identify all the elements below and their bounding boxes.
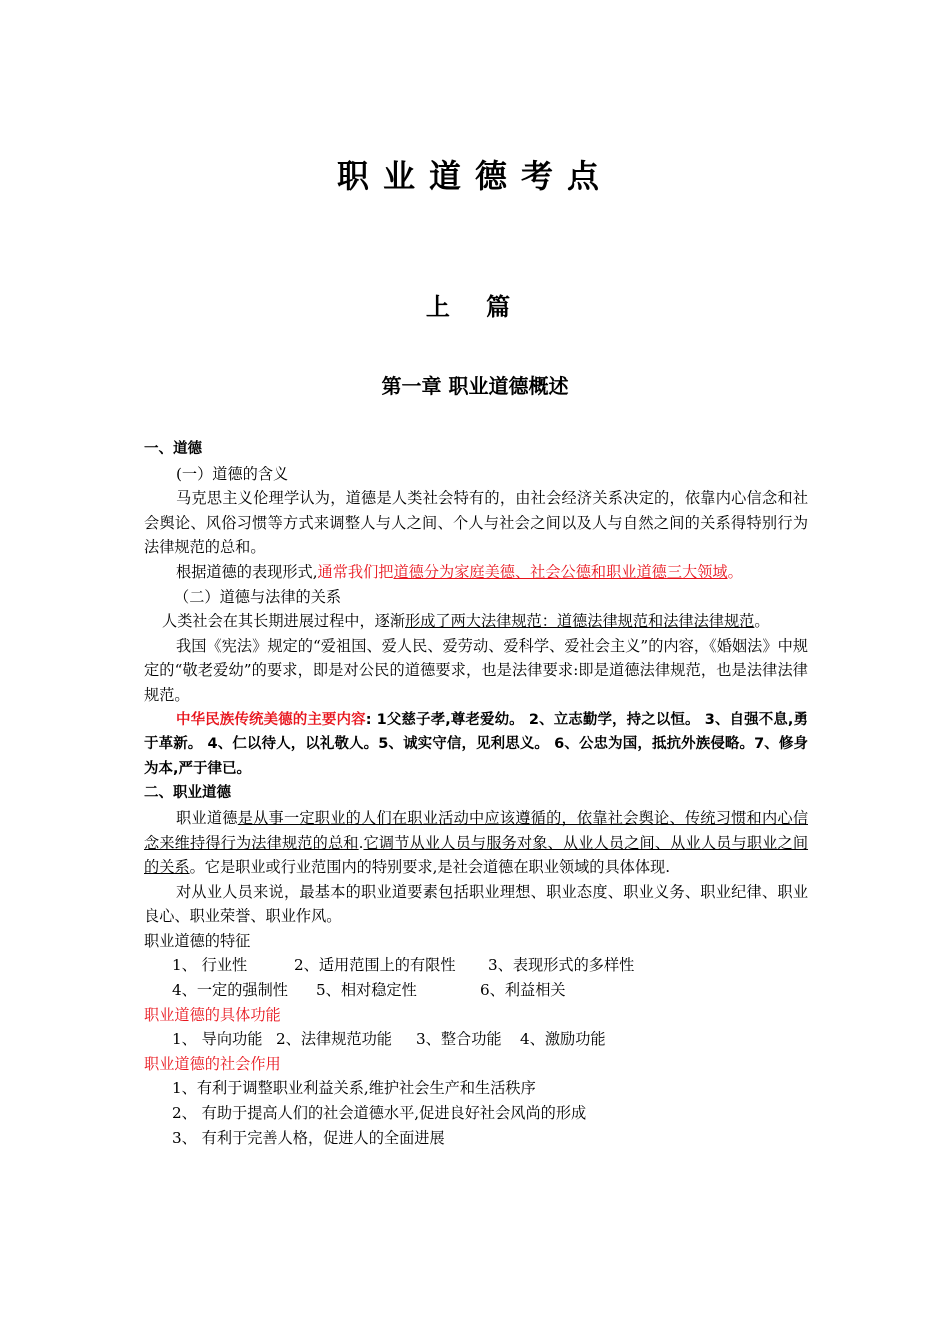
paragraph-constitution: 我国《宪法》规定的“爱祖国、爱人民、爱劳动、爱科学、爱社会主义”的内容，《婚姻法》中规定的“敬老爱幼”的要求，即是对公民的道德要求，也是法律要求:即是道德法律规范，也是法律法律规范。 xyxy=(144,636,808,704)
list-item: 4、一定的强制性 xyxy=(172,981,288,1000)
text: : 1父慈子孝,尊老爱幼。 2、立志勤学，持之以恒。 3、自强不息,勇于革新。 4、仁以待人，以礼敬人。5、诚实守信，见利思义。 6、公忠为国，抵抗外族侵略。7、修身为本,严于律已。 xyxy=(144,711,809,777)
text: 人类社会在其长期进展过程中，逐渐 xyxy=(162,612,405,631)
list-item: 5、相对稳定性 xyxy=(316,981,417,1000)
list-item: 1、 导向功能 xyxy=(172,1030,263,1049)
text: . xyxy=(358,833,364,852)
underlined-text: 是从事一定职业的人们在职业活动中应该遵循的，依靠社会舆论、传统习惯和内心信念来维持得行为法律规范的总和 xyxy=(144,808,809,852)
section-heading-professional-ethics: 二、职业道德 xyxy=(144,785,231,802)
list-item: 1、 行业性 xyxy=(172,956,248,975)
text: 。 xyxy=(727,562,743,581)
subheading-morality-meaning: (一）道德的含义 xyxy=(176,464,289,483)
functions-title: 职业道德的具体功能 xyxy=(144,1005,281,1024)
features-title: 职业道德的特征 xyxy=(144,931,251,950)
section-heading-morality: 一、道德 xyxy=(144,441,202,457)
list-item: 2、 有助于提高人们的社会道德水平,促进良好社会风尚的形成 xyxy=(172,1104,587,1123)
features-row-2 xyxy=(144,978,808,1003)
part-heading: 上 篇 xyxy=(425,293,525,321)
list-item: 3、表现形式的多样性 xyxy=(488,956,635,975)
paragraph-morality-definition: 马克思主义伦理学认为，道德是人类社会特有的，由社会经济关系决定的，依靠内心信念和社会舆论、风俗习惯等方式来调整人与人之间、个人与社会之间以及人与自然之间的关系得特别行为法律规范的总和。 xyxy=(144,489,808,557)
paragraph-morality-forms xyxy=(144,560,808,585)
underlined-text: 形成了两大法律规范：道德法律规范和法律法律规范 xyxy=(405,612,755,631)
list-item: 3、整合功能 xyxy=(416,1030,502,1049)
text: 。 xyxy=(754,612,770,631)
highlight-underlined-text: 道德分为家庭美德、社会公德和职业道德三大领域 xyxy=(393,562,728,581)
text: 根据道德的表现形式, xyxy=(176,562,318,581)
text: 。它是职业或行业范围内的特别要求,是社会道德在职业领域的具体体现. xyxy=(189,858,671,877)
paragraph-professional-ethics-definition xyxy=(144,806,808,880)
paragraph-traditional-virtues xyxy=(144,708,808,782)
highlight-text: 中华民族传统美德的主要内容 xyxy=(176,711,366,728)
list-item: 3、 有利于完善人格，促进人的全面进展 xyxy=(172,1128,445,1147)
document-body xyxy=(144,437,808,1150)
document-title: 职业道德考点 xyxy=(336,157,613,195)
features-row-1 xyxy=(144,953,808,978)
list-item: 1、有利于调整职业利益关系,维护社会生产和生活秩序 xyxy=(172,1079,536,1098)
list-item: 2、法律规范功能 xyxy=(276,1030,392,1049)
roles-title: 职业道德的社会作用 xyxy=(144,1054,281,1073)
text: 职业道德 xyxy=(176,808,238,827)
chapter-heading: 第一章 职业道德概述 xyxy=(381,374,569,398)
subheading-morality-law: （二）道德与法律的关系 xyxy=(174,587,342,606)
list-item: 2、适用范围上的有限性 xyxy=(294,956,456,975)
list-item: 6、利益相关 xyxy=(480,981,566,1000)
paragraph-two-norms xyxy=(144,609,808,634)
highlight-text: 通常我们把 xyxy=(317,562,394,581)
underlined-text: 它调节从业人员与服务对象、从业人员之间、从业人员与职业之间的关系 xyxy=(144,833,809,877)
list-item: 4、激励功能 xyxy=(520,1030,606,1049)
functions-row xyxy=(144,1027,808,1052)
paragraph-basic-elements: 对从业人员来说，最基本的职业道要素包括职业理想、职业态度、职业义务、职业纪律、职业良心、职业荣誉、职业作风。 xyxy=(144,882,808,926)
